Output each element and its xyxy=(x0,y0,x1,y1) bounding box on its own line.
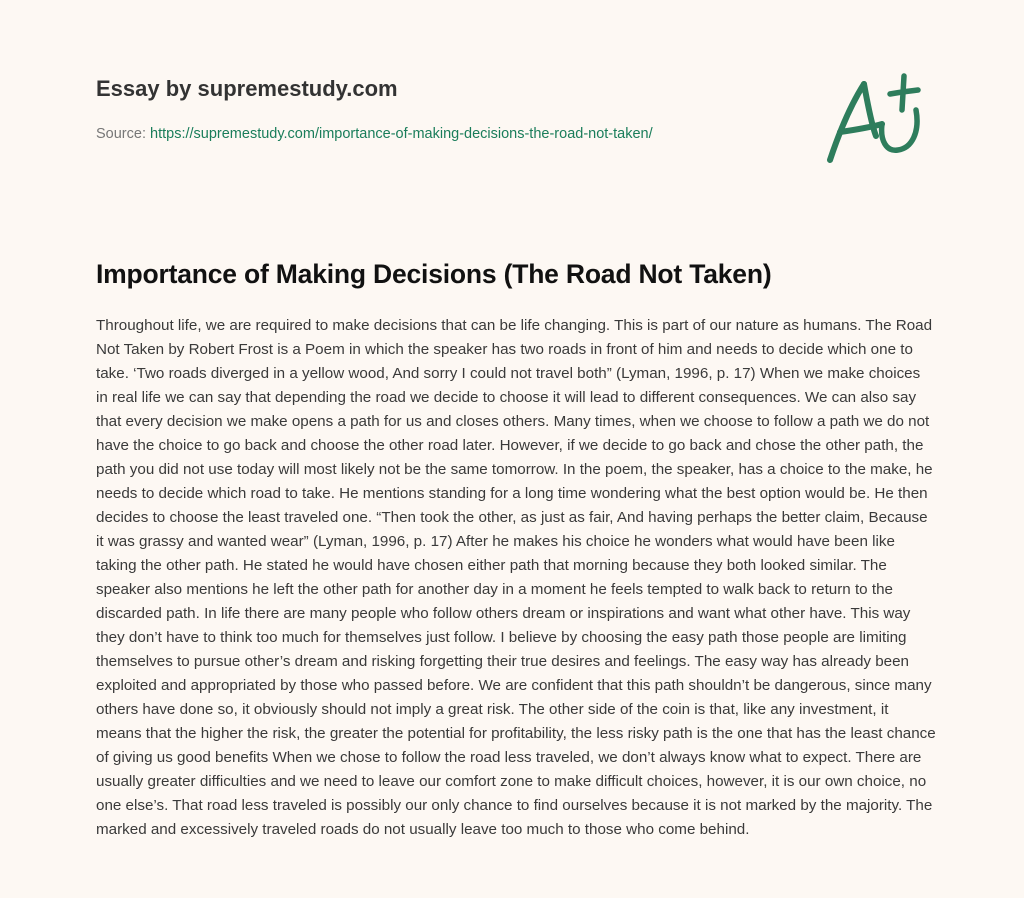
source-link[interactable]: https://supremestudy.com/importance-of-making-decisions-the-road-not-taken/ xyxy=(150,126,653,142)
source-line xyxy=(96,124,796,144)
essay-title: Importance of Making Decisions (The Road Not Taken) xyxy=(96,259,772,289)
essay-body: Throughout life, we are required to make decisions that can be life changing. This is part of our nature as humans. The Road Not Taken by Robert Frost is a Poem in which the speaker has two roads in front of him and needs to decide which one to take. ‘Two roads diverged in a yellow wood, And sorry I could not travel both” (Lyman, 1996, p. 17) When we make choices in real life we can say that depending the road we decide to choose it will lead to different consequences. We can also say that every decision we make opens a path for us and closes others. Many times, when we choose to follow a path we do not have the choice to go back and choose the other road later. However, if we decide to go back and chose the other path, the path you did not use today will most likely not be the same tomorrow. In the poem, the speaker, has a choice to the make, he needs to decide which road to take. He mentions standing for a long time wondering what the best option would be. He then decides to choose the least traveled one. “Then took the other, as just as fair, And having perhaps the better claim, Because it was grassy and wanted wear” (Lyman, 1996, p. 17) After he makes his choice he wonders what would have been like taking the other path. He stated he would have chosen either path that morning because they both looked similar. The speaker also mentions he left the other path for another day in a moment he feels tempted to walk back to return to the discarded path. In life there are many people who follow others dream or inspirations and want what other have. This way they don’t have to think too much for themselves just follow. I believe by choosing the easy path those people are limiting themselves to pursue other’s dream and risking forgetting their true desires and feelings. The easy way has already been exploited and appropriated by those who passed before. We are confident that this path shouldn’t be dangerous, since many others have done so, it obviously should not imply a great risk. The other side of the coin is that, like any investment, it means that the higher the risk, the greater the potential for profitability, the less risky path is the one that has the least chance of giving us good benefits When we chose to follow the road less traveled, we don’t always know what to expect. There are usually greater difficulties and we need to leave our comfort zone to make difficult choices, however, it is our own choice, no one else’s. That road less traveled is possibly our only chance to find ourselves because it is not marked by the majority. The marked and excessively traveled roads do not usually leave too much to those who come behind. xyxy=(96,317,936,838)
source-label: Source: xyxy=(96,126,146,142)
site-title: Essay by supremestudy.com xyxy=(96,76,398,101)
a-plus-grade-icon xyxy=(820,66,930,166)
essay-header xyxy=(96,74,796,144)
